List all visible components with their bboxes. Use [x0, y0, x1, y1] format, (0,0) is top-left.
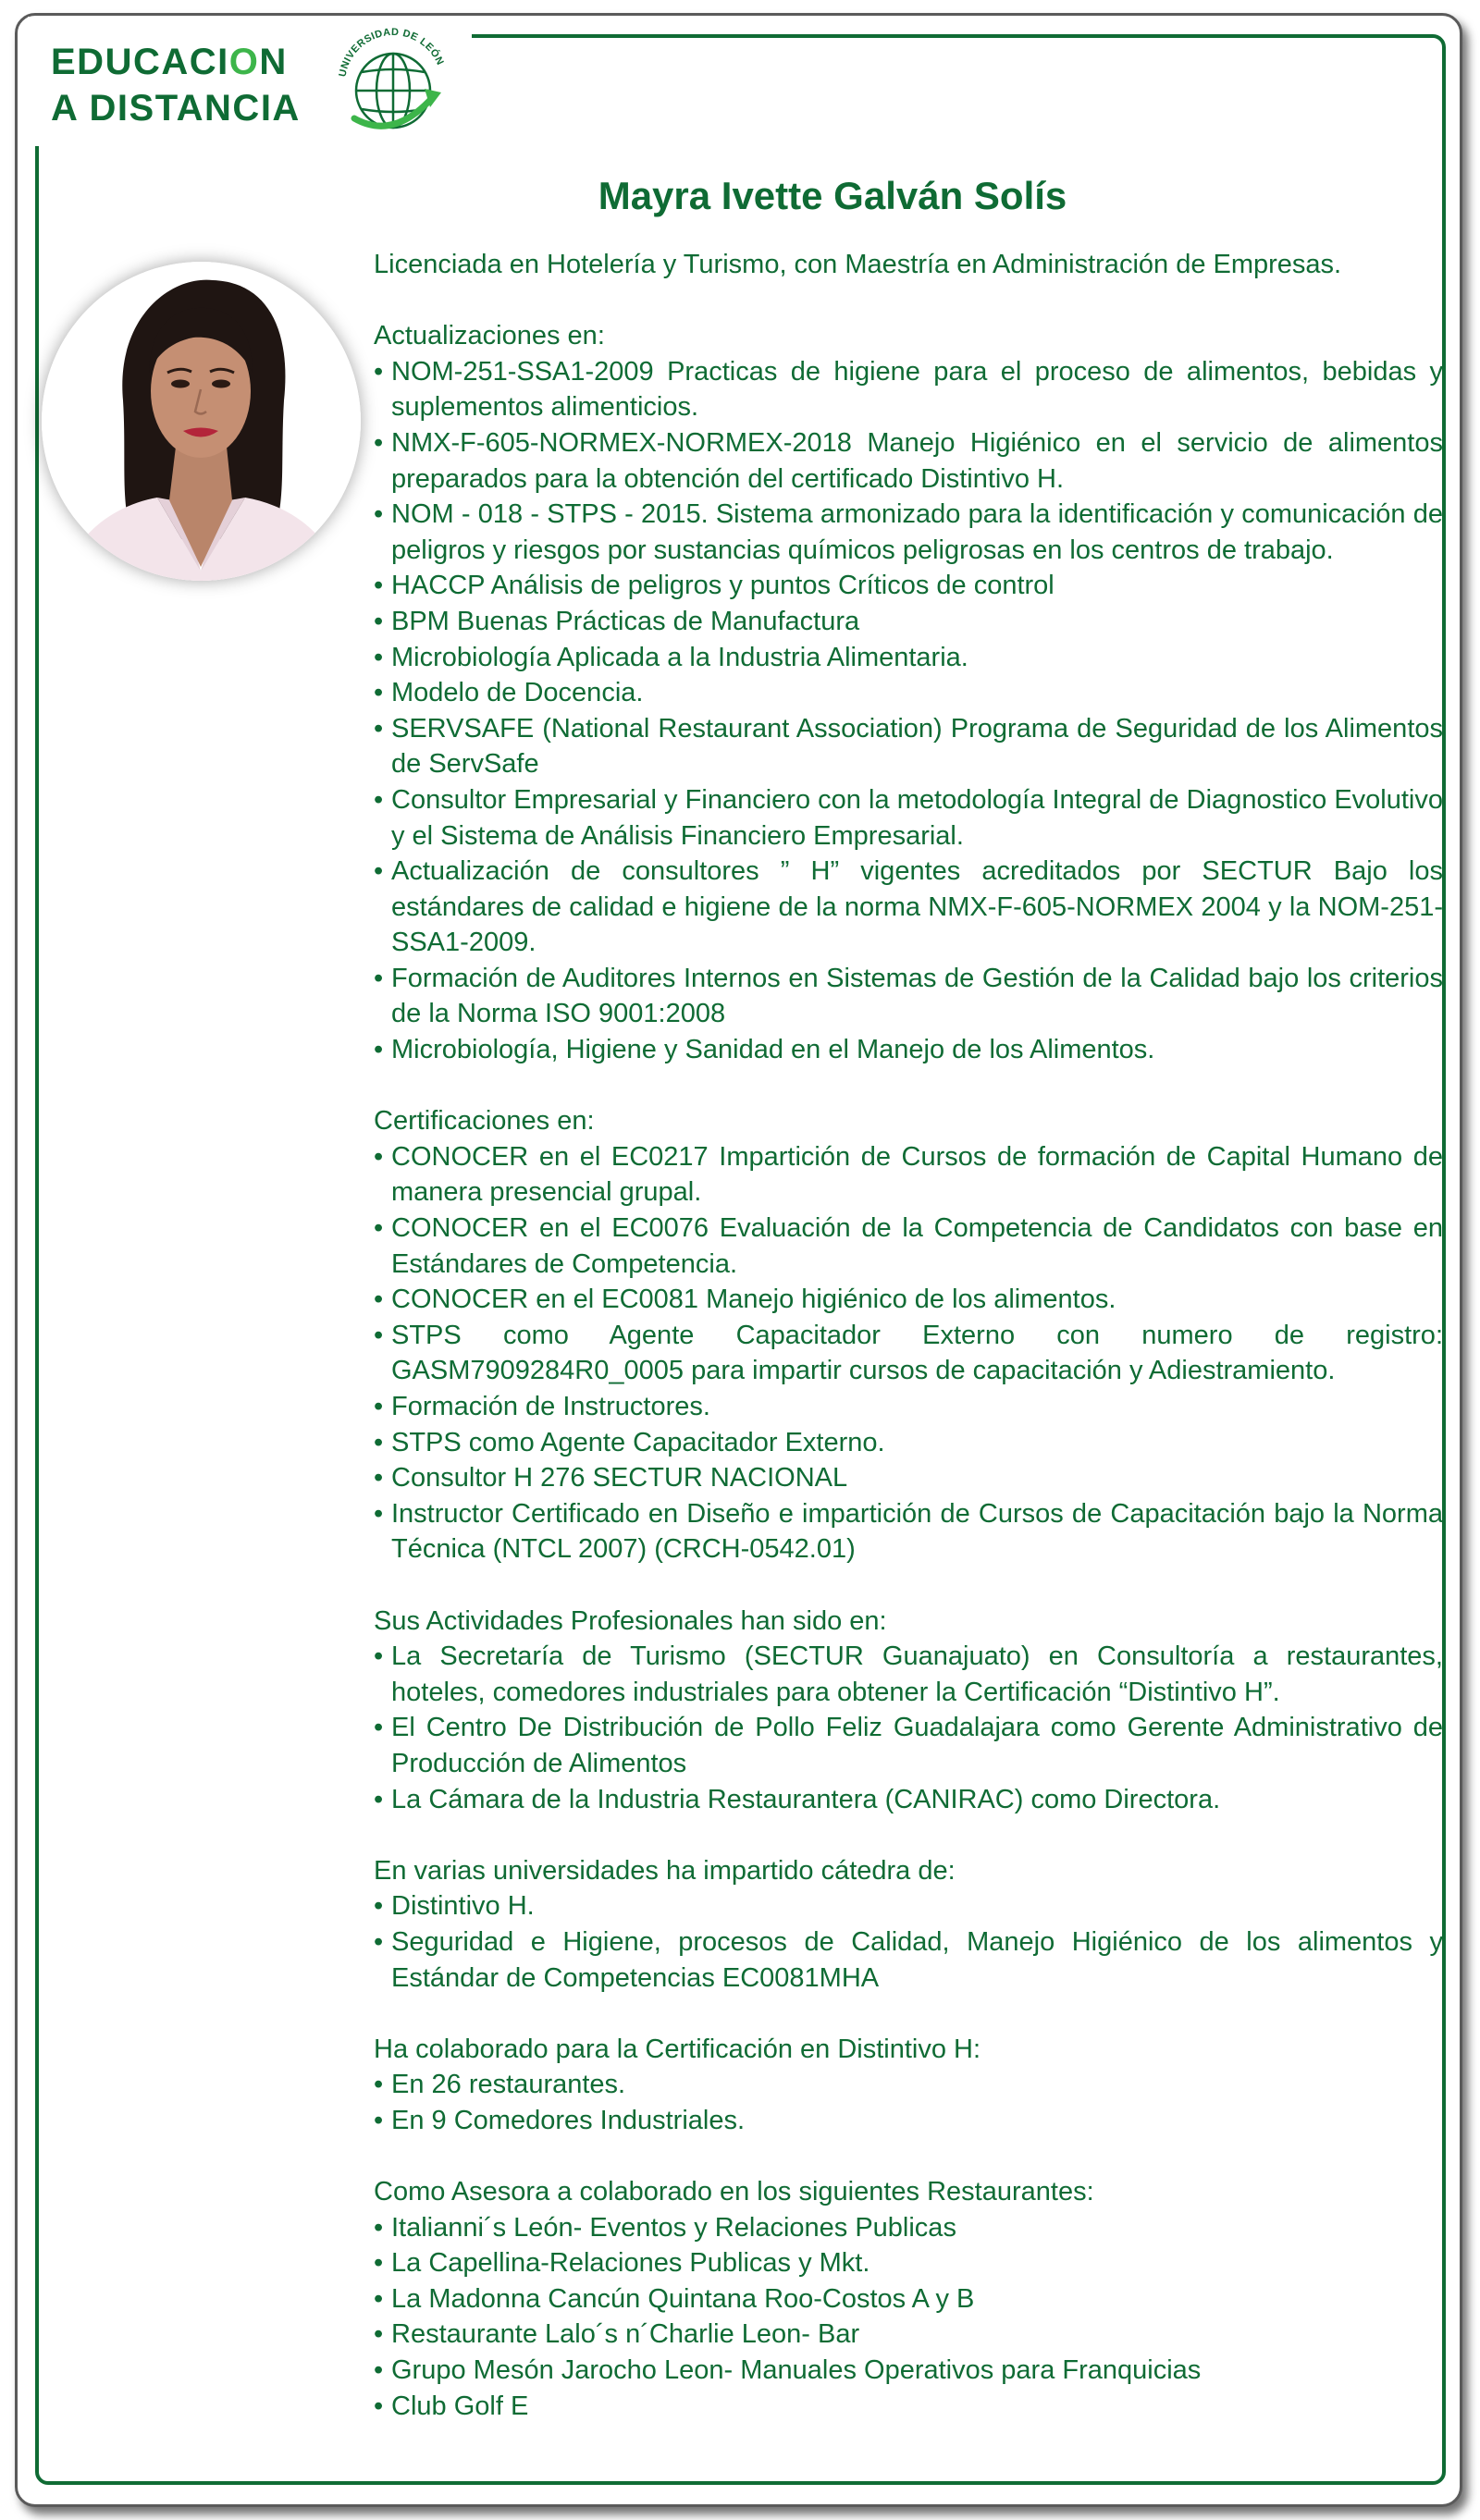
bullet-list [374, 1888, 1443, 1996]
list-item: • CONOCER en el EC0076 Evaluación de la Competencia de Candidatos con base en Estándares de Competencia. [374, 1211, 1443, 1282]
bullet-list [374, 354, 1443, 1068]
list-item: • CONOCER en el EC0217 Impartición de Cursos de formación de Capital Humano de manera presencial grupal. [374, 1139, 1443, 1211]
list-item: • Consultor Empresarial y Financiero con la metodología Integral de Diagnostico Evolutivo y el Sistema de Análisis Financiero Empresarial. [374, 782, 1443, 854]
bullet-list [374, 2067, 1443, 2138]
list-item: • NOM-251-SSA1-2009 Practicas de higiene para el proceso de alimentos, bebidas y suplementos alimenticios. [374, 354, 1443, 425]
section-heading: Actualizaciones en: [374, 321, 605, 351]
list-item: • STPS como Agente Capacitador Externo. [374, 1425, 1443, 1461]
list-item: • Microbiología, Higiene y Sanidad en el Manejo de los Alimentos. [374, 1032, 1443, 1068]
educacion-a-distancia-logo [51, 39, 301, 131]
list-item: • BPM Buenas Prácticas de Manufactura [374, 604, 1443, 640]
list-item: • La Madonna Cancún Quintana Roo-Costos A y B [374, 2281, 1443, 2317]
list-item: • La Cámara de la Industria Restaurantera (CANIRAC) como Directora. [374, 1782, 1443, 1818]
list-item: • Club Golf E [374, 2389, 1443, 2425]
list-item: • NOM - 018 - STPS - 2015. Sistema armonizado para la identificación y comunicación de peligros y riesgos por sustancias químicos peligrosas en los centros de trabajo. [374, 497, 1443, 568]
universidad-de-leon-globe-icon [328, 18, 458, 139]
bullet-list [374, 1139, 1443, 1567]
logo-line-1-start: EDUCACI [51, 42, 229, 82]
list-item: • Restaurante Lalo´s n´Charlie Leon- Bar [374, 2317, 1443, 2353]
section-heading: En varias universidades ha impartido cátedra de: [374, 1855, 956, 1886]
list-item: • SERVSAFE (National Restaurant Association) Programa de Seguridad de los Alimentos de ServSafe [374, 711, 1443, 782]
list-item: • Modelo de Docencia. [374, 675, 1443, 711]
cv-section [374, 2032, 1443, 2139]
list-item: • Italianni´s León- Eventos y Relaciones Publicas [374, 2210, 1443, 2246]
section-heading: Como Asesora a colaborado en los siguientes Restaurantes: [374, 2177, 1094, 2207]
list-item: • Distintivo H. [374, 1888, 1443, 1924]
list-item: • En 26 restaurantes. [374, 2067, 1443, 2103]
power-icon-letter: O [228, 42, 260, 82]
cv-content [374, 247, 1443, 2424]
portrait-image [42, 262, 361, 581]
intro-text: Licenciada en Hotelería y Turismo, con Maestría en Administración de Empresas. [374, 250, 1342, 279]
list-item: • NMX-F-605-NORMEX-NORMEX-2018 Manejo Higiénico en el servicio de alimentos preparados para la obtención del certificado Distintivo H. [374, 425, 1443, 497]
list-item: • Consultor H 276 SECTUR NACIONAL [374, 1460, 1443, 1496]
list-item: • Grupo Mesón Jarocho Leon- Manuales Operativos para Franquicias [374, 2353, 1443, 2389]
cv-section [374, 1103, 1443, 1567]
section-heading: Sus Actividades Profesionales han sido en: [374, 1605, 887, 1636]
list-item: • Actualización de consultores ” H” vigentes acreditados por SECTUR Bajo los estándares de calidad e higiene de la norma NMX-F-605-NORMEX 2004 y la NOM-251-SSA1-2009. [374, 854, 1443, 961]
section-heading: Certificaciones en: [374, 1106, 595, 1137]
list-item: • HACCP Análisis de peligros y puntos Críticos de control [374, 568, 1443, 604]
list-item: • Microbiología Aplicada a la Industria Alimentaria. [374, 640, 1443, 676]
cv-section [374, 318, 1443, 1067]
bullet-list [374, 1639, 1443, 1817]
list-item: • El Centro De Distribución de Pollo Feliz Guadalajara como Gerente Administrativo de Producción de Alimentos [374, 1710, 1443, 1781]
section-heading: Ha colaborado para la Certificación en Distintivo H: [374, 2034, 981, 2064]
cv-section [374, 1604, 1443, 1818]
list-item: • Formación de Auditores Internos en Sistemas de Gestión de la Calidad bajo los criterios de la Norma ISO 9001:2008 [374, 961, 1443, 1032]
logo-line-1-end: N [259, 42, 288, 82]
cv-section [374, 1853, 1443, 1996]
list-item: • La Secretaría de Turismo (SECTUR Guanajuato) en Consultoría a restaurantes, hoteles, comedores industriales para obtener la Certificación “Distintivo H”. [374, 1639, 1443, 1710]
list-item: • CONOCER en el EC0081 Manejo higiénico de los alimentos. [374, 1282, 1443, 1318]
cv-sections [374, 318, 1443, 2424]
cv-section [374, 2174, 1443, 2424]
list-item: • La Capellina-Relaciones Publicas y Mkt. [374, 2245, 1443, 2281]
list-item: • STPS como Agente Capacitador Externo con numero de registro: GASM7909284R0_0005 para impartir cursos de capacitación y Adiestramiento. [374, 1318, 1443, 1389]
logo-line-2: A DISTANCIA [51, 88, 301, 129]
bullet-list [374, 2210, 1443, 2425]
list-item: • En 9 Comedores Industriales. [374, 2103, 1443, 2139]
list-item: • Seguridad e Higiene, procesos de Calidad, Manejo Higiénico de los alimentos y Estándar de Competencias EC0081MHA [374, 1924, 1443, 1996]
logo-line-1 [51, 39, 301, 85]
person-name: Mayra Ivette Galván Solís [598, 174, 1067, 217]
list-item: • Formación de Instructores. [374, 1389, 1443, 1425]
seal-text: UNIVERSIDAD DE LEÓN [337, 26, 446, 79]
profile-photo [42, 262, 361, 581]
list-item: • Instructor Certificado en Diseño e impartición de Cursos de Capacitación bajo la Norma Técnica (NTCL 2007) (CRCH-0542.01) [374, 1496, 1443, 1567]
